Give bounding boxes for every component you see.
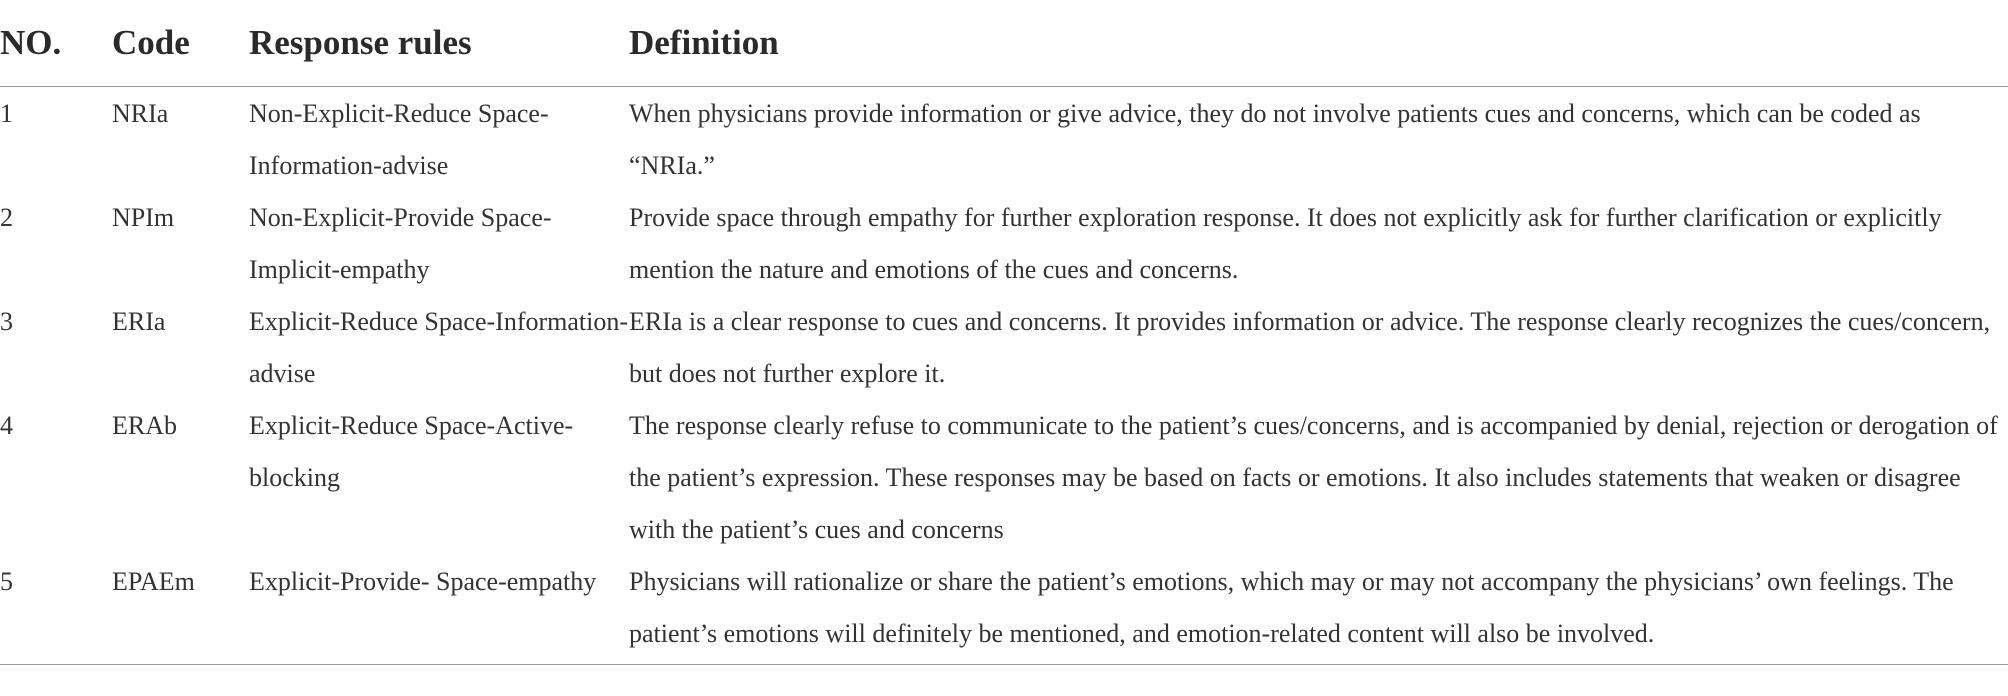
header-response-rules: Response rules — [249, 0, 629, 87]
cell-response-rule: Explicit-Reduce Space-Active-blocking — [249, 411, 574, 492]
cell-definition: When physicians provide information or give advice, they do not involve patients cues and concerns, which can be coded as “NRIa.” — [629, 99, 1921, 180]
cell-response-rule: Explicit-Reduce Space-Information-advise — [249, 307, 629, 388]
table-row — [0, 192, 2008, 296]
cell-definition: Physicians will rationalize or share the patient’s emotions, which may or may not accompany the physicians’ own feelings. The patient’s emotions will definitely be mentioned, and emotion-related content will also be involved. — [629, 556, 2008, 665]
header-definition: Definition — [629, 0, 2008, 87]
cell-code: ERAb — [112, 411, 177, 440]
cell-response-rule: Non-Explicit-Provide Space-Implicit-empathy — [249, 203, 552, 284]
cell-response-rule: Non-Explicit-Reduce Space-Information-advise — [249, 99, 549, 180]
cell-definition: ERIa is a clear response to cues and concerns. It provides information or advice. The response clearly recognizes the cues/concern, but does not further explore it. — [629, 307, 1991, 388]
cell-no: 4 — [0, 411, 13, 440]
table-header — [0, 0, 2008, 87]
cell-no: 1 — [0, 99, 13, 128]
header-code: Code — [112, 0, 249, 87]
cell-code: EPAEm — [112, 556, 249, 665]
table-row — [0, 556, 2008, 665]
header-row — [0, 0, 2008, 87]
cell-no: 5 — [0, 556, 112, 665]
cell-code: ERIa — [112, 307, 166, 336]
cell-no: 2 — [0, 203, 13, 232]
cell-response-rule: Explicit-Provide- Space-empathy — [249, 556, 629, 665]
cell-code: NRIa — [112, 99, 169, 128]
cell-definition: Provide space through empathy for further exploration response. It does not explicitly ask for further clarification or explicitly mention the nature and emotions of the cues and concerns. — [629, 203, 1942, 284]
header-no: NO. — [0, 0, 112, 87]
table-body — [0, 87, 2008, 665]
table-row — [0, 296, 2008, 400]
table-row — [0, 400, 2008, 556]
cell-definition: The response clearly refuse to communicate to the patient’s cues/concerns, and is accompanied by denial, rejection or derogation of the patient’s expression. These responses may be based on facts or emotions. It also includes statements that weaken or disagree with the patient’s cues and concerns — [629, 411, 1998, 544]
cell-no: 3 — [0, 307, 13, 336]
cell-code: NPIm — [112, 203, 175, 232]
table-row — [0, 87, 2008, 193]
